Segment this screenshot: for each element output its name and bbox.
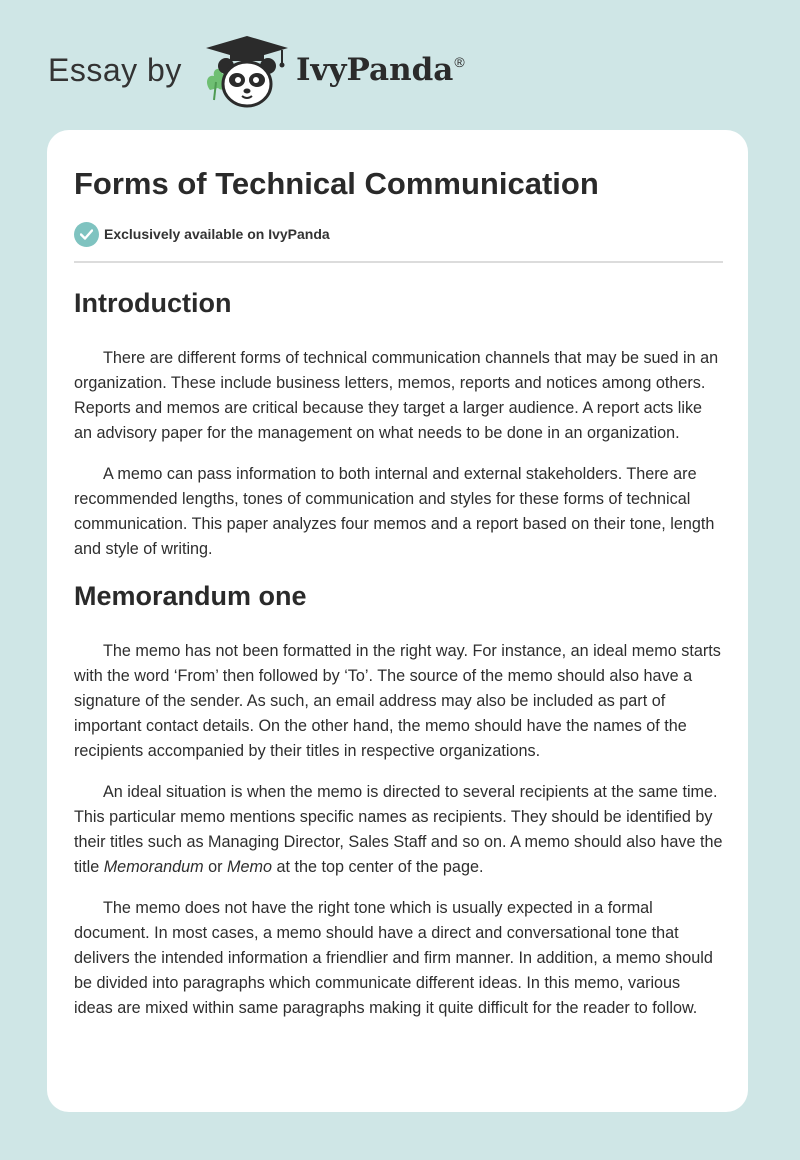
essay-by-label: Essay by: [48, 52, 182, 88]
registered-mark: ®: [454, 54, 465, 70]
emphasis-memorandum: Memorandum: [103, 858, 204, 876]
paragraph: The memo does not have the right tone which is usually expected in a formal document. In most cases, a memo should have a direct and conversational tone that delivers the intended information a friendlier and firm manner. In addition, a memo should be divided into paragraphs which communicate different ideas. In this memo, various ideas are mixed within same paragraphs making it quite difficult for the reader to follow.: [74, 899, 713, 1017]
checkmark-icon: [74, 222, 99, 247]
exclusive-badge: [74, 221, 723, 247]
divider: [74, 261, 723, 263]
section-heading-memorandum-one: Memorandum one: [74, 581, 307, 611]
brand-name[interactable]: IvyPanda®: [296, 52, 465, 88]
paragraph: There are different forms of technical communication channels that may be sued in an organization. These include business letters, memos, reports and notices among others. Reports and memos are critical because they target a larger audience. A report acts like an advisory paper for the management on what needs to be done in an organization.: [74, 349, 719, 442]
paragraph: An ideal situation is when the memo is directed to several recipients at the same time. This particular memo mentions specific names as recipients. They should be identified by their titles such as Managing Director, Sales Staff and so on. A memo should also have the title Memorandum or Memo at the top center of the page.: [74, 783, 723, 876]
badge-label: Exclusively available on IvyPanda: [104, 226, 330, 242]
paragraph: A memo can pass information to both internal and external stakeholders. There are recommended lengths, tones of communication and styles for these forms of technical communication. This paper analyzes four memos and a report based on their tone, length and style of writing.: [74, 465, 715, 558]
emphasis-memo: Memo: [226, 858, 272, 876]
page-title: Forms of Technical Communication: [74, 166, 599, 201]
essay-card: [47, 130, 748, 1112]
paragraph: The memo has not been formatted in the right way. For instance, an ideal memo starts with the word ‘From’ then followed by ‘To’. The source of the memo should also have a signature of the sender. As such, an email address may also be included as part of important contact details. On the other hand, the memo should have the names of the recipients accompanied by their titles in respective organizations.: [74, 642, 721, 760]
section-heading-introduction: Introduction: [74, 288, 232, 318]
site-header: [48, 34, 568, 114]
panda-logo-icon[interactable]: [202, 34, 292, 110]
